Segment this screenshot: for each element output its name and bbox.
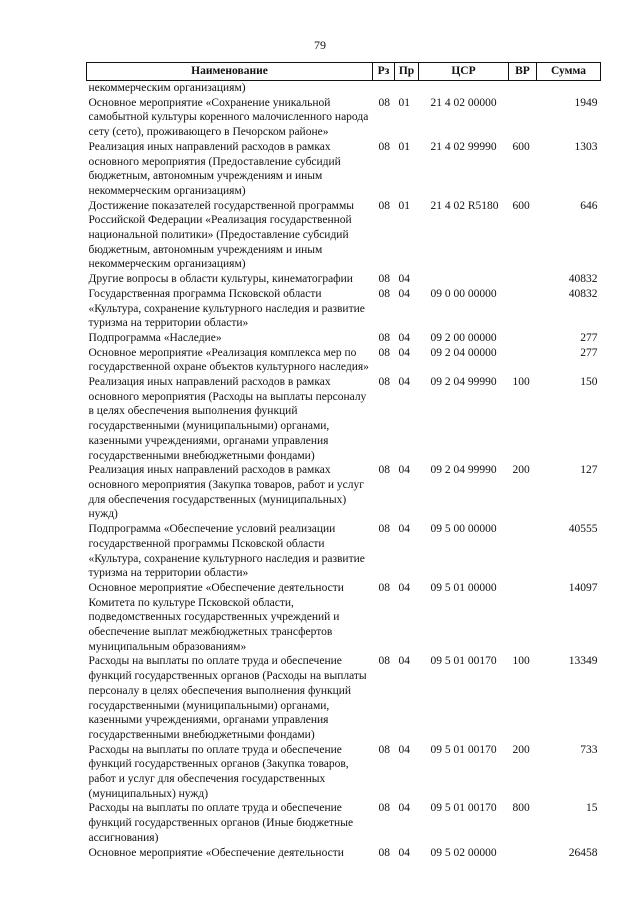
table-row	[87, 846, 601, 861]
table-row	[87, 801, 601, 845]
cell-pr: 04	[398, 273, 410, 286]
cell-sum: 14097	[568, 581, 598, 594]
cell-pr: 04	[398, 655, 410, 668]
cell-pr: 04	[398, 331, 410, 344]
cell-csr: 09 0 00 00000	[430, 287, 497, 300]
cell-sum: 15	[586, 802, 598, 815]
cell-name: Основное мероприятие «Сохранение уникальной самобытной культуры коренного малочисленного народа сету (сето), проживающего в Печорском районе»	[88, 96, 369, 139]
cell-rz: 08	[378, 96, 390, 109]
cell-sum: 40832	[568, 273, 598, 286]
cell-name: Другие вопросы в области культуры, кинематографии	[88, 273, 353, 286]
cell-sum: 26458	[568, 846, 598, 859]
cell-rz: 08	[378, 376, 390, 389]
cell-pr: 04	[398, 376, 410, 389]
cell-rz: 08	[378, 287, 390, 300]
cell-vr: 200	[512, 743, 530, 756]
cell-name: Расходы на выплаты по оплате труда и обеспечение функций государственных органов (Расходы на выплаты персоналу в целях обеспечения выполнения функций государственными (муниципальными) органами, казенными учреждениями, органами управления государственными внебюджетными фондами)	[88, 655, 367, 741]
header-sum: Сумма	[537, 63, 601, 81]
cell-csr: 09 5 01 00170	[430, 802, 497, 815]
cell-vr: 600	[512, 199, 530, 212]
cell-pr: 04	[398, 846, 410, 859]
cell-rz: 08	[378, 464, 390, 477]
cell-sum: 277	[580, 331, 598, 344]
cell-pr: 04	[398, 523, 410, 536]
cell-csr: 09 5 01 00170	[430, 743, 497, 756]
cell-sum	[537, 81, 601, 96]
cell-name: некоммерческим организациям)	[88, 82, 246, 94]
budget-table	[86, 62, 601, 860]
budget-table-container	[86, 62, 600, 860]
table-body	[87, 81, 601, 861]
cell-vr	[509, 96, 537, 140]
cell-csr: 21 4 02 00000	[430, 96, 497, 109]
table-row	[87, 463, 601, 522]
cell-vr	[509, 331, 537, 346]
cell-csr	[419, 272, 509, 287]
cell-vr	[509, 846, 537, 861]
header-pr: Пр	[395, 63, 419, 81]
cell-csr: 09 2 04 99990	[430, 464, 497, 477]
cell-rz: 08	[378, 199, 390, 212]
table-row	[87, 581, 601, 655]
cell-rz: 08	[378, 655, 390, 668]
cell-csr: 21 4 02 R5180	[430, 199, 499, 212]
cell-pr: 01	[398, 199, 410, 212]
cell-name: Основное мероприятие «Реализация комплекса мер по государственной охране объектов культурного наследия»	[88, 346, 369, 374]
cell-vr	[509, 287, 537, 331]
cell-rz: 08	[378, 140, 390, 153]
table-row	[87, 743, 601, 802]
cell-vr: 800	[512, 802, 530, 815]
table-header	[87, 63, 601, 81]
cell-vr: 100	[512, 376, 530, 389]
header-csr: ЦСР	[419, 63, 509, 81]
cell-vr	[509, 581, 537, 655]
table-row	[87, 272, 601, 287]
cell-sum: 1949	[574, 96, 598, 109]
cell-name: Расходы на выплаты по оплате труда и обеспечение функций государственных органов (Закупка товаров, работ и услуг для обеспечения государственных (муниципальных) нужд)	[88, 743, 349, 800]
cell-sum: 40555	[568, 523, 598, 536]
cell-csr: 21 4 02 99990	[430, 140, 497, 153]
table-row	[87, 522, 601, 581]
cell-name: Расходы на выплаты по оплате труда и обеспечение функций государственных органов (Иные бюджетные ассигнования)	[88, 802, 354, 844]
cell-vr	[509, 81, 537, 96]
cell-csr: 09 2 04 99990	[430, 376, 497, 389]
cell-rz	[373, 81, 395, 96]
cell-pr: 04	[398, 346, 410, 359]
header-name: Наименование	[87, 63, 373, 81]
cell-name: Реализация иных направлений расходов в рамках основного мероприятия (Расходы на выплаты персоналу в целях обеспечения выполнения функций государственными (муниципальными) органами, казенными учреждениями, органами управления государственными внебюджетными фондами)	[88, 376, 367, 462]
cell-pr	[395, 81, 419, 96]
cell-pr: 04	[398, 743, 410, 756]
cell-pr: 01	[398, 96, 410, 109]
table-row	[87, 375, 601, 463]
table-row	[87, 81, 601, 96]
cell-name: Реализация иных направлений расходов в рамках основного мероприятия (Закупка товаров, работ и услуг для обеспечения государственных (муниципальных) нужд)	[88, 464, 364, 521]
cell-pr: 04	[398, 287, 410, 300]
cell-rz: 08	[378, 346, 390, 359]
cell-vr: 200	[512, 464, 530, 477]
cell-name: Основное мероприятие «Обеспечение деятельности Комитета по культуре Псковской области, подведомственных государственных учреждений и обеспечение выплат межбюджетных трансфертов муниципальным образованиям»	[88, 581, 344, 653]
cell-name: Основное мероприятие «Обеспечение деятельности	[88, 846, 344, 859]
cell-vr	[509, 272, 537, 287]
cell-rz: 08	[378, 743, 390, 756]
cell-name: Подпрограмма «Обеспечение условий реализации государственной программы Псковской области «Культура, сохранение культурного наследия и развитие туризма на территории области»	[88, 523, 365, 580]
cell-pr: 01	[398, 140, 410, 153]
header-rz: Рз	[373, 63, 395, 81]
table-row	[87, 96, 601, 140]
cell-sum: 13349	[568, 655, 598, 668]
cell-sum: 150	[580, 376, 598, 389]
cell-csr: 09 2 04 00000	[430, 346, 497, 359]
cell-pr: 04	[398, 581, 410, 594]
cell-sum: 127	[580, 464, 598, 477]
cell-sum: 40832	[568, 287, 598, 300]
header-row	[87, 63, 601, 81]
cell-rz: 08	[378, 523, 390, 536]
cell-csr: 09 5 02 00000	[430, 846, 497, 859]
table-row	[87, 346, 601, 375]
table-row	[87, 287, 601, 331]
cell-vr	[509, 522, 537, 581]
cell-vr: 600	[512, 140, 530, 153]
cell-rz: 08	[378, 331, 390, 344]
table-row	[87, 199, 601, 273]
cell-sum: 646	[580, 199, 598, 212]
cell-vr: 100	[512, 655, 530, 668]
cell-pr: 04	[398, 802, 410, 815]
cell-sum: 277	[580, 346, 598, 359]
table-row	[87, 140, 601, 199]
cell-csr: 09 5 01 00000	[430, 581, 497, 594]
cell-csr: 09 5 01 00170	[430, 655, 497, 668]
cell-rz: 08	[378, 846, 390, 859]
cell-rz: 08	[378, 802, 390, 815]
cell-csr: 09 5 00 00000	[430, 523, 497, 536]
cell-rz: 08	[378, 273, 390, 286]
cell-vr	[509, 346, 537, 375]
cell-csr	[419, 81, 509, 96]
cell-sum: 1303	[574, 140, 598, 153]
cell-name: Достижение показателей государственной программы Российской Федерации «Реализация государственной национальной политики» (Предоставление субсидий бюджетным, автономным учреждениям и иным некоммерческим организациям)	[88, 199, 354, 271]
header-vr: ВР	[509, 63, 537, 81]
table-row	[87, 654, 601, 742]
cell-pr: 04	[398, 464, 410, 477]
cell-name: Реализация иных направлений расходов в рамках основного мероприятия (Предоставление субсидий бюджетным, автономным учреждениям и иным некоммерческим организациям)	[88, 140, 341, 197]
cell-name: Подпрограмма «Наследие»	[88, 331, 222, 344]
cell-csr: 09 2 00 00000	[430, 331, 497, 344]
cell-name: Государственная программа Псковской области «Культура, сохранение культурного наследия и развитие туризма на территории области»	[88, 287, 365, 330]
table-row	[87, 331, 601, 346]
page-number: 79	[314, 38, 326, 52]
cell-sum: 733	[580, 743, 598, 756]
cell-rz: 08	[378, 581, 390, 594]
